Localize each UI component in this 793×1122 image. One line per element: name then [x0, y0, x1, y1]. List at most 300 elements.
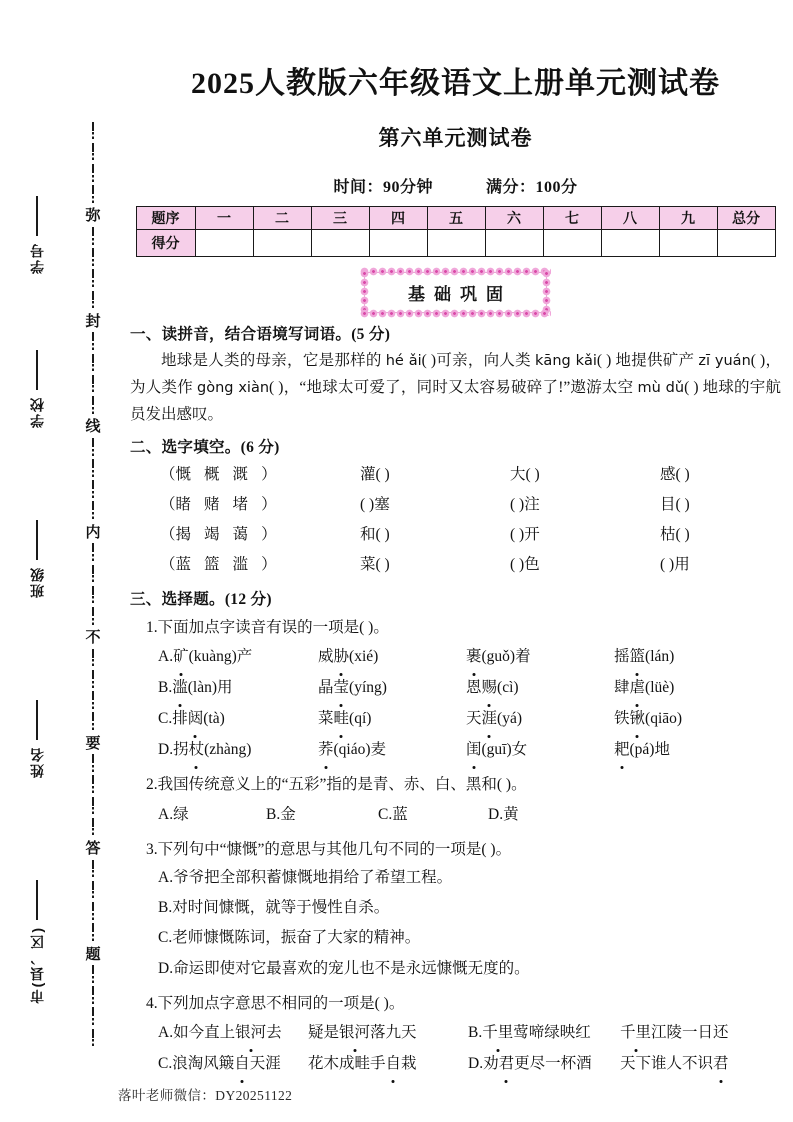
- option-c[interactable]: [158, 1048, 308, 1079]
- option-before: 劝: [483, 1055, 499, 1073]
- seal-dash-run: [78, 331, 108, 417]
- option-before: 晶: [318, 679, 334, 697]
- seal-dash: [92, 185, 94, 194]
- seal-dots: [92, 175, 94, 184]
- seal-dots: [92, 828, 94, 837]
- option-a[interactable]: [158, 1017, 308, 1048]
- section-1-points: (5 分): [351, 326, 391, 343]
- seal-dash-run: [78, 964, 108, 1050]
- option-after: (guǒ)着: [481, 648, 531, 666]
- seal-dots: [92, 976, 94, 985]
- seal-dash-run: [78, 753, 108, 839]
- seal-dots: [92, 891, 94, 900]
- option-b-item2[interactable]: [318, 672, 466, 703]
- dotted-char: 银河: [235, 1017, 266, 1048]
- question-2-options: [130, 799, 781, 830]
- option-after: 莺啼绿映红: [513, 1024, 591, 1042]
- score-table-col-header: 九: [659, 207, 717, 230]
- seal-field-rule: [36, 520, 38, 560]
- dotted-char: 自: [234, 1048, 250, 1079]
- dotted-char: 闺: [466, 734, 482, 765]
- option-after: 江陵一日还: [651, 1024, 729, 1042]
- fill-choice: 赌: [204, 496, 220, 514]
- dotted-char: 千里: [620, 1017, 651, 1048]
- option-after: 落九天: [370, 1024, 417, 1042]
- body-content: [130, 327, 781, 1079]
- option-b-item4[interactable]: [614, 672, 674, 703]
- exam-sheet: [118, 0, 793, 1122]
- question-4-row-2: [130, 1048, 781, 1079]
- dotted-char: 篮: [630, 641, 646, 672]
- option-c-item4[interactable]: [614, 703, 682, 734]
- option-before: 恩: [466, 679, 482, 697]
- seal-dash-run: [78, 647, 108, 733]
- seal-dash: [92, 354, 94, 363]
- seal-dash-run: [78, 225, 108, 311]
- seal-dash: [92, 543, 94, 552]
- seal-field-class: [14, 520, 60, 598]
- seal-dash: [92, 797, 94, 806]
- section-3-title: 三、选择题。: [130, 591, 225, 609]
- fill-item[interactable]: 目( ): [660, 496, 690, 514]
- seal-dash: [92, 248, 94, 257]
- seal-line-char: 线: [85, 418, 101, 436]
- option-d-item4[interactable]: [614, 734, 670, 765]
- fill-row: [130, 460, 781, 490]
- fill-item[interactable]: 灌( ): [360, 465, 390, 483]
- option-prefix: B.: [468, 1024, 483, 1042]
- option-d[interactable]: [468, 1048, 620, 1079]
- seal-dash: [92, 1007, 94, 1016]
- score-table-wrap: [136, 206, 776, 257]
- seal-dash: [92, 565, 94, 574]
- question-2: [130, 772, 781, 829]
- option-after: 去: [266, 1024, 282, 1042]
- seal-dots: [92, 934, 94, 943]
- seal-dash: [92, 691, 94, 700]
- option-prefix: B.: [158, 679, 173, 697]
- score-cell[interactable]: [253, 230, 311, 257]
- fill-choices: （揭 竭 蔼 ）: [160, 526, 277, 544]
- option-after: (cì): [497, 679, 519, 697]
- passage-text: ( )，“地球太可爱了，同时又太容易破碎了!”遨游太空: [269, 378, 638, 396]
- dotted-char: 虐: [630, 672, 646, 703]
- dotted-char: 锹: [630, 703, 646, 734]
- seal-field-rule: [36, 196, 38, 236]
- fill-item[interactable]: 枯( ): [660, 526, 690, 544]
- option-before: 花木成畦手: [308, 1055, 386, 1073]
- question-1: [130, 615, 781, 765]
- seal-dots: [92, 196, 94, 205]
- dotted-char: 闼: [188, 703, 204, 734]
- passage-text: ( ) 地球的宇航员发出感叹。: [130, 378, 782, 424]
- option-c[interactable]: C.老师慷慨陈词，振奋了大家的精神。: [158, 929, 421, 947]
- passage-text: ( )可亲，向人类: [421, 351, 536, 369]
- seal-dash: [92, 586, 94, 595]
- option-d[interactable]: D.黄: [488, 805, 519, 823]
- dotted-char: 赐: [482, 672, 498, 703]
- fill-choice: 蔼: [232, 526, 249, 544]
- score-cell[interactable]: [427, 230, 485, 257]
- fill-item[interactable]: ( )开: [510, 526, 540, 544]
- fill-choice: 睹: [175, 496, 192, 514]
- option-c-item3[interactable]: [466, 703, 614, 734]
- seal-line-char: 不: [85, 629, 101, 647]
- option-prefix: A.: [158, 1024, 174, 1042]
- exam-duration: 时间：90分钟: [333, 179, 433, 196]
- seal-dash: [92, 291, 94, 300]
- seal-dots: [92, 343, 94, 352]
- seal-dash: [92, 923, 94, 932]
- option-b[interactable]: [468, 1017, 620, 1048]
- option-after: (xié): [349, 648, 379, 666]
- option-a[interactable]: [158, 641, 318, 672]
- score-table-col-header: 一: [195, 207, 253, 230]
- option-a[interactable]: A.爷爷把全部积蓄慷慨地捐给了希望工程。: [158, 868, 453, 886]
- question-1-row-a: [130, 641, 781, 672]
- score-cell[interactable]: [485, 230, 543, 257]
- fill-choice: 滥: [232, 556, 249, 574]
- option-after: (zhàng): [204, 741, 252, 759]
- seal-dots: [92, 596, 94, 605]
- passage-text: ( )，为人类作: [130, 351, 781, 396]
- dotted-char: 君: [499, 1048, 515, 1079]
- seal-dots: [92, 786, 94, 795]
- option-c-item2[interactable]: [308, 1048, 468, 1079]
- fill-choice: 堵: [232, 496, 249, 514]
- dotted-char: 自: [386, 1048, 402, 1079]
- option-prefix: D.: [158, 741, 174, 759]
- seal-field-student-id: [14, 196, 60, 274]
- option-b-item3[interactable]: [466, 672, 614, 703]
- seal-dots: [92, 407, 94, 416]
- fill-item[interactable]: ( )色: [510, 556, 540, 574]
- pinyin: gòng xiàn: [197, 379, 270, 396]
- seal-line-char: 封: [85, 312, 101, 330]
- seal-dots: [92, 913, 94, 922]
- dotted-char: 涯: [482, 703, 498, 734]
- seal-dots: [92, 723, 94, 732]
- seal-field-label: 学号: [28, 242, 45, 274]
- seal-dots: [92, 491, 94, 500]
- seal-dash: [92, 881, 94, 890]
- question-4-stem: 4.下列加点字意思不相同的一项是( )。: [146, 994, 405, 1012]
- section-badge: [364, 272, 547, 313]
- seal-dots: [92, 1039, 94, 1048]
- option-after: (qiáo)麦: [333, 741, 387, 759]
- seal-dots: [92, 702, 94, 711]
- seal-dots: [92, 449, 94, 458]
- passage-text: 地球是人类的母亲，它是那样的: [161, 351, 386, 369]
- score-cell[interactable]: [601, 230, 659, 257]
- score-table-col-header: 四: [369, 207, 427, 230]
- seal-dots: [92, 512, 94, 521]
- fill-choice: 揭: [175, 526, 192, 544]
- seal-dash: [92, 501, 94, 510]
- seal-dots: [92, 470, 94, 479]
- badge-border-left: [360, 269, 369, 316]
- option-prefix: D.: [468, 1055, 484, 1073]
- seal-dash: [92, 480, 94, 489]
- seal-dash: [92, 607, 94, 616]
- seal-dash: [92, 712, 94, 721]
- pinyin: mù dǔ: [637, 379, 685, 396]
- seal-dashed-line: [78, 120, 108, 1050]
- section-heading-3: [130, 592, 781, 608]
- dotted-char: 胁: [334, 641, 350, 672]
- seal-dots: [92, 554, 94, 563]
- question-1-row-d: [130, 734, 781, 765]
- fill-choice: 蓝: [175, 556, 192, 574]
- fill-choice: 篮: [204, 556, 220, 574]
- question-4-row-1: [130, 1017, 781, 1048]
- score-table-col-header: 五: [427, 207, 485, 230]
- score-table-col-header: 三: [311, 207, 369, 230]
- seal-dash: [92, 754, 94, 763]
- option-before: 拐: [173, 741, 189, 759]
- option-d-item2[interactable]: [620, 1048, 729, 1079]
- seal-line-char: 答: [85, 840, 101, 858]
- option-c[interactable]: [158, 703, 318, 734]
- option-after: (yá): [497, 710, 522, 728]
- score-cell[interactable]: [195, 230, 253, 257]
- option-a-item2[interactable]: [308, 1017, 468, 1048]
- option-b[interactable]: B.金: [266, 805, 296, 823]
- fill-choices: （蓝 篮 滥 ）: [160, 556, 277, 574]
- dotted-char: 银河: [339, 1017, 370, 1048]
- option-d[interactable]: [158, 734, 318, 765]
- fill-row: [130, 550, 781, 580]
- fill-item[interactable]: 感( ): [660, 465, 690, 483]
- seal-dash: [92, 986, 94, 995]
- dotted-char: 畦: [334, 703, 350, 734]
- score-table-value-row: [136, 230, 775, 257]
- fill-choice: 竭: [204, 526, 220, 544]
- option-d[interactable]: D.命运即使对它最喜欢的宠儿也不是永远慷慨无度的。: [158, 959, 530, 977]
- dotted-char: 滥: [172, 672, 188, 703]
- score-table-col-header: 六: [485, 207, 543, 230]
- dotted-char: 荞: [318, 734, 334, 765]
- seal-dots: [92, 301, 94, 310]
- fill-choices: （慨 概 溉 ）: [160, 465, 277, 483]
- section-2-title: 二、选字填空。: [130, 439, 241, 457]
- fill-item[interactable]: ( )用: [660, 556, 690, 574]
- option-b[interactable]: [158, 672, 318, 703]
- score-table-row-label: 题序: [136, 207, 195, 230]
- seal-dots: [92, 807, 94, 816]
- option-before: 疑是: [308, 1024, 340, 1042]
- option-before: 天: [466, 710, 482, 728]
- seal-dots: [92, 1018, 94, 1027]
- score-cell[interactable]: [311, 230, 369, 257]
- seal-dash-run: [78, 858, 108, 944]
- seal-dots: [92, 238, 94, 247]
- fill-choice: 概: [204, 465, 220, 483]
- option-a-item2[interactable]: [318, 641, 466, 672]
- seal-field-label: 班级: [28, 566, 45, 598]
- dotted-char: 莹: [334, 672, 350, 703]
- seal-dash: [92, 122, 94, 131]
- badge-wrap: [118, 272, 793, 313]
- question-3: [130, 837, 781, 984]
- exam-total-score: 满分：100分: [486, 179, 578, 196]
- question-1-row-b: [130, 672, 781, 703]
- score-cell[interactable]: [717, 230, 775, 257]
- fill-item[interactable]: 菜( ): [360, 556, 390, 574]
- seal-dash: [92, 332, 94, 341]
- section-2-points: (6 分): [240, 439, 280, 457]
- dotted-char: 矿: [173, 641, 189, 672]
- badge-border-right: [542, 269, 551, 316]
- option-after: (lán): [645, 648, 675, 666]
- score-table-col-header: 二: [253, 207, 311, 230]
- passage-text: ( ) 地提供矿产: [596, 351, 699, 369]
- seal-dots: [92, 364, 94, 373]
- seal-dash-run: [78, 542, 108, 628]
- exam-meta: [118, 174, 793, 197]
- option-before: 肆: [614, 679, 630, 697]
- seal-line-char: 内: [85, 523, 101, 541]
- option-d-item3[interactable]: [466, 734, 614, 765]
- option-prefix: C.: [158, 710, 173, 728]
- dotted-char: 裹: [466, 641, 482, 672]
- option-after: 栽: [401, 1055, 417, 1073]
- section-3-points: (12 分): [224, 591, 272, 609]
- seal-dots: [92, 132, 94, 141]
- score-table: [136, 206, 776, 257]
- seal-dots: [92, 765, 94, 774]
- option-d-item2[interactable]: [318, 734, 466, 765]
- seal-dots: [92, 681, 94, 690]
- score-table-col-header: 总分: [717, 207, 775, 230]
- fill-in-char-table: [130, 460, 781, 581]
- seal-dash: [92, 396, 94, 405]
- seal-dash: [92, 670, 94, 679]
- seal-field-rule: [36, 700, 38, 740]
- dotted-char: 千里: [482, 1017, 513, 1048]
- seal-dots: [92, 870, 94, 879]
- score-cell[interactable]: [543, 230, 601, 257]
- fill-row: [130, 490, 781, 520]
- fill-choices: （睹 赌 堵 ）: [160, 496, 277, 514]
- option-prefix: C.: [158, 1055, 173, 1073]
- score-table-col-header: 八: [601, 207, 659, 230]
- seal-dash: [92, 775, 94, 784]
- section-badge-label: 基础巩固: [408, 285, 512, 304]
- option-before: 菜: [318, 710, 334, 728]
- footer-note: 落叶老师微信：DY20251122: [118, 1088, 293, 1103]
- option-prefix: A.: [158, 648, 174, 666]
- option-a-item4[interactable]: [614, 641, 674, 672]
- seal-dots: [92, 259, 94, 268]
- option-after: (tà): [203, 710, 225, 728]
- section-1-passage: [130, 347, 781, 429]
- seal-dash: [92, 649, 94, 658]
- page-title: 2025人教版六年级语文上册单元测试卷: [191, 67, 720, 100]
- seal-field-city-district: [14, 880, 60, 1003]
- seal-line-char: 要: [85, 734, 101, 752]
- score-table-row-label: 得分: [136, 230, 195, 257]
- option-after: (yíng): [349, 679, 387, 697]
- option-b-item2[interactable]: [620, 1017, 729, 1048]
- option-c[interactable]: C.蓝: [378, 805, 408, 823]
- seal-dash: [92, 818, 94, 827]
- unit-title: 第六单元测试卷: [378, 126, 533, 150]
- option-after: (guī)女: [481, 741, 528, 759]
- seal-field-name: [14, 700, 60, 778]
- option-a-item3[interactable]: [466, 641, 614, 672]
- fill-item[interactable]: 和( ): [360, 526, 390, 544]
- question-1-stem: 1.下面加点字读音有误的一项是( )。: [146, 618, 389, 636]
- option-before: 排: [172, 710, 188, 728]
- seal-dash: [92, 1029, 94, 1038]
- pinyin: kāng kǎi: [535, 352, 597, 369]
- seal-field-label: 姓名: [28, 746, 45, 778]
- question-4: [130, 991, 781, 1079]
- score-cell[interactable]: [369, 230, 427, 257]
- score-table-header-row: [136, 207, 775, 230]
- option-after: (qí): [349, 710, 372, 728]
- seal-dash: [92, 860, 94, 869]
- fill-item[interactable]: ( )塞: [360, 496, 390, 514]
- option-c-item2[interactable]: [318, 703, 466, 734]
- option-after: (làn)用: [187, 679, 233, 697]
- option-before: 威: [318, 648, 334, 666]
- seal-dots: [92, 659, 94, 668]
- seal-line-char: 弥: [85, 207, 101, 225]
- seal-dash: [92, 438, 94, 447]
- dotted-char: 耙: [614, 734, 630, 765]
- seal-dash-run: [78, 120, 108, 206]
- seal-dots: [92, 997, 94, 1006]
- seal-dash: [92, 269, 94, 278]
- section-heading-1: [130, 327, 781, 343]
- seal-dash: [92, 965, 94, 974]
- option-before: 摇: [614, 648, 630, 666]
- fill-item[interactable]: ( )注: [510, 496, 540, 514]
- option-before: 如今直上: [173, 1024, 236, 1042]
- seal-dash: [92, 459, 94, 468]
- question-1-row-c: [130, 703, 781, 734]
- seal-field-label: 学校: [28, 396, 45, 428]
- option-after: (lüè): [645, 679, 675, 697]
- seal-dash: [92, 375, 94, 384]
- pinyin: zī yuán: [698, 352, 751, 369]
- dotted-char: 杖: [189, 734, 205, 765]
- seal-dash: [92, 227, 94, 236]
- option-after: 天涯: [249, 1055, 281, 1073]
- fill-choice: 溉: [232, 465, 249, 483]
- seal-dots: [92, 153, 94, 162]
- seal-dash: [92, 164, 94, 173]
- seal-dots: [92, 385, 94, 394]
- option-a[interactable]: A.绿: [158, 805, 189, 823]
- seal-dots: [92, 575, 94, 584]
- seal-field-label: 市(县、区): [28, 926, 45, 1004]
- section-heading-2: [130, 440, 781, 456]
- seal-field-rule: [36, 880, 38, 920]
- option-b[interactable]: B.对时间慷慨，就等于慢性自杀。: [158, 899, 390, 917]
- option-before: 天下谁人不识: [620, 1055, 714, 1073]
- seal-line-char: 题: [85, 945, 101, 963]
- score-table-col-header: 七: [543, 207, 601, 230]
- question-3-options: [130, 863, 781, 984]
- seal-field-rule: [36, 350, 38, 390]
- seal-dots: [92, 280, 94, 289]
- fill-item[interactable]: 大( ): [510, 465, 540, 483]
- option-before: 铁: [614, 710, 630, 728]
- score-cell[interactable]: [659, 230, 717, 257]
